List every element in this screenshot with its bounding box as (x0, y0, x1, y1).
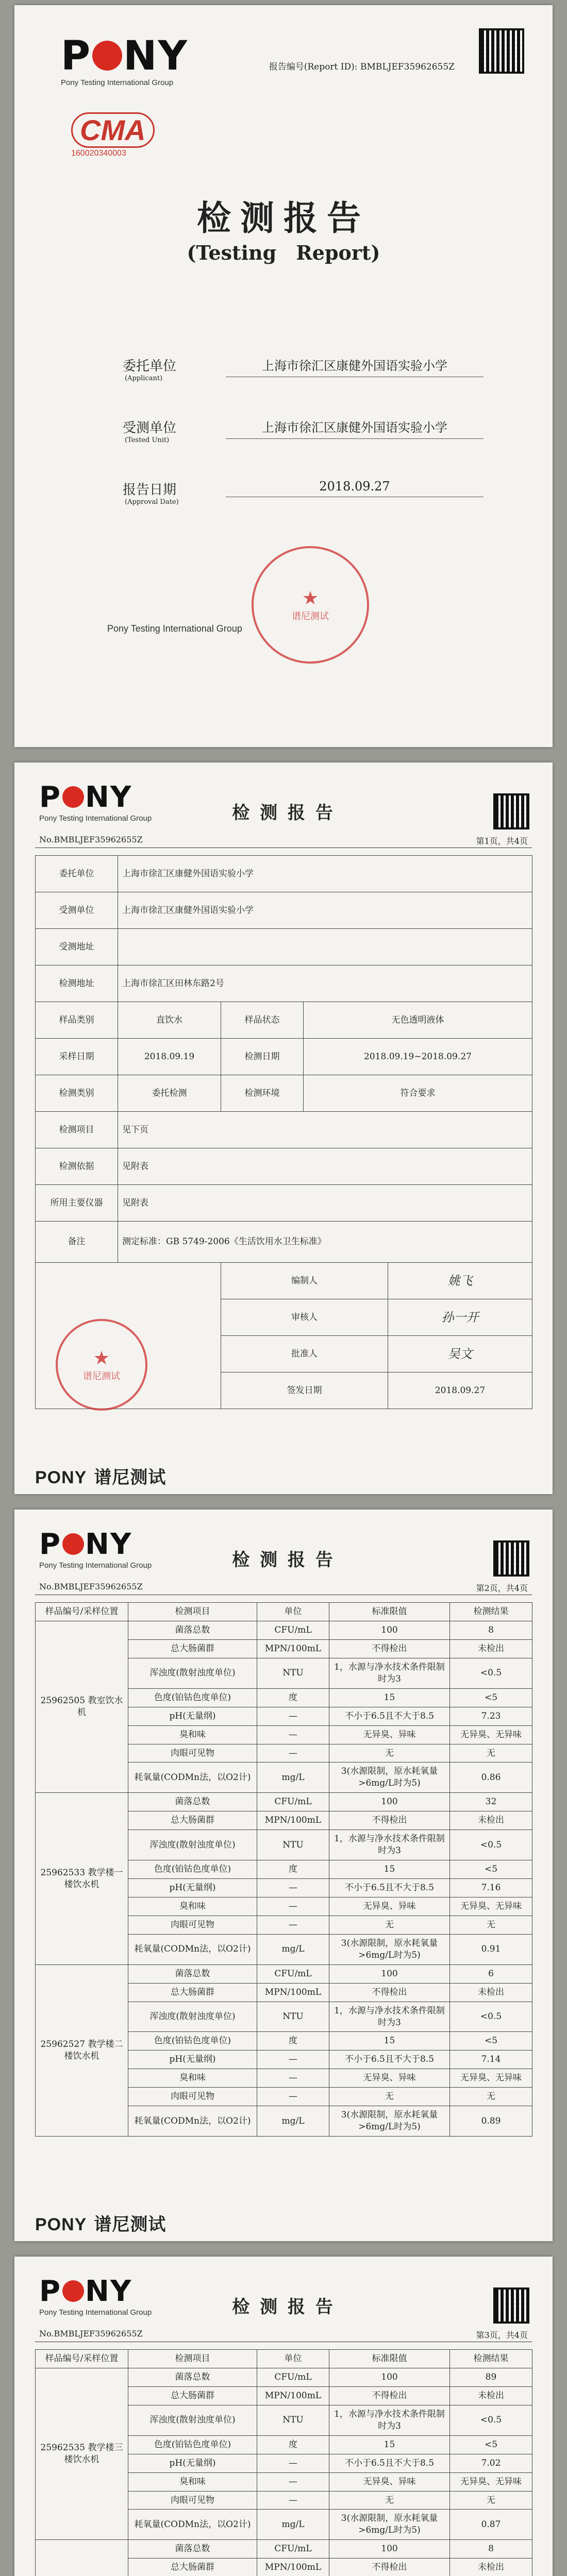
result-cell: 浑浊度(散射浊度单位) (128, 2002, 257, 2032)
result-cell: 度 (257, 1688, 329, 1707)
result-cell: 浑浊度(散射浊度单位) (128, 2405, 257, 2435)
result-cell: 无 (329, 2088, 450, 2106)
result-cell: 度 (257, 2435, 329, 2454)
signature-row: 签发日期 2018.09.27 (36, 1372, 532, 1409)
table-row: 采样日期 2018.09.19 检测日期 2018.09.19~2018.09.27 (36, 1039, 532, 1075)
result-cell: 100 (329, 1793, 450, 1811)
table-row: 受测单位 上海市徐汇区康健外国语实验小学 (36, 892, 532, 929)
result-cell: CFU/mL (257, 1964, 329, 1983)
report-number: No.BMBLJEF35962655Z (39, 1582, 143, 1591)
result-cell: mg/L (257, 1762, 329, 1793)
result-cell: 7.16 (450, 1879, 532, 1897)
result-cell: 未检出 (450, 1983, 532, 2002)
result-cell: 无异臭、无异味 (450, 1897, 532, 1916)
result-cell: MPN/100mL (257, 1983, 329, 2002)
result-cell: 15 (329, 2032, 450, 2050)
result-cell: 32 (450, 1793, 532, 1811)
result-cell: 3(水源限制，原水耗氧量>6mg/L时为5) (329, 1762, 450, 1793)
result-cell: 不得检出 (329, 2386, 450, 2405)
result-cell: 无异臭、无异味 (450, 1725, 532, 1744)
result-cell: 不得检出 (329, 1639, 450, 1658)
table-row: 检测项目 见下页 (36, 1112, 532, 1148)
result-cell: 色度(铂钴色度单位) (128, 1860, 257, 1879)
result-cell: 未检出 (450, 2386, 532, 2405)
qr-code-icon (493, 793, 529, 829)
result-cell: 无异臭、无异味 (450, 2472, 532, 2491)
result-cell: NTU (257, 2002, 329, 2032)
result-cell: 无 (450, 2088, 532, 2106)
result-cell: <0.5 (450, 2405, 532, 2435)
result-cell: 3(水源限制，原水耗氧量>6mg/L时为5) (329, 2510, 450, 2540)
sample-cell: 25962533 教学楼一楼饮水机 (36, 1793, 128, 1964)
result-cell: 色度(铂钴色度单位) (128, 2032, 257, 2050)
result-cell: 未检出 (450, 1639, 532, 1658)
result-cell: — (257, 1707, 329, 1725)
result-cell: 耗氧量(CODMn法，以O2计) (128, 2510, 257, 2540)
result-cell: 100 (329, 1964, 450, 1983)
result-cell: 臭和味 (128, 2069, 257, 2088)
result-cell: 度 (257, 1860, 329, 1879)
result-cell: 菌落总数 (128, 2368, 257, 2386)
result-cell: — (257, 2050, 329, 2069)
report-number: No.BMBLJEF35962655Z (39, 2329, 143, 2338)
table-header-row: 样品编号/采样位置 检测项目 单位 标准限值 检测结果 (36, 2350, 532, 2368)
table-row: 样品类别 直饮水 样品状态 无色透明液体 (36, 1002, 532, 1039)
qr-code-icon (479, 28, 524, 74)
result-cell: 肉眼可见物 (128, 1916, 257, 1934)
result-cell: — (257, 1916, 329, 1934)
result-cell: NTU (257, 2405, 329, 2435)
result-cell: 总大肠菌群 (128, 2558, 257, 2576)
result-cell: <0.5 (450, 1830, 532, 1860)
table-row (36, 2368, 532, 2386)
result-cell: 浑浊度(散射浊度单位) (128, 1830, 257, 1860)
sample-cell (36, 2540, 128, 2576)
pony-logo: P NY Pony Testing International Group (39, 781, 152, 823)
result-cell: NTU (257, 1830, 329, 1860)
result-cell: MPN/100mL (257, 1811, 329, 1830)
result-cell: 1，水源与净水技术条件限制时为3 (329, 1658, 450, 1688)
result-cell: — (257, 2472, 329, 2491)
result-cell: <0.5 (450, 1658, 532, 1688)
page-title: 检 测 报 告 (232, 2297, 335, 2317)
sample-cell: 25962535 教学楼三楼饮水机 (36, 2368, 128, 2539)
page-number: 第1页，共4页 (476, 836, 528, 846)
result-cell: 色度(铂钴色度单位) (128, 1688, 257, 1707)
result-cell: 无异臭、异味 (329, 1725, 450, 1744)
result-cell: 无 (329, 1916, 450, 1934)
result-cell: 肉眼可见物 (128, 1744, 257, 1762)
pony-logo: P NY Pony Testing International Group (61, 33, 188, 87)
result-cell: MPN/100mL (257, 1639, 329, 1658)
result-cell: 不得检出 (329, 1811, 450, 1830)
result-cell: — (257, 2491, 329, 2510)
sample-cell: 25962505 教室饮水机 (36, 1621, 128, 1792)
table-row (36, 2540, 532, 2558)
page-title: 检 测 报 告 (232, 803, 335, 823)
result-cell: 1，水源与净水技术条件限制时为3 (329, 2405, 450, 2435)
result-cell: <5 (450, 1688, 532, 1707)
result-cell: 7.02 (450, 2454, 532, 2472)
result-cell: 15 (329, 1688, 450, 1707)
result-cell: 总大肠菌群 (128, 2386, 257, 2405)
result-cell: 总大肠菌群 (128, 1811, 257, 1830)
report-title-en: (Testing Report) (187, 241, 380, 264)
cover-page: P NY Pony Testing International Group 报告编号(Report ID): BMBLJEF35962655Z CMA 160020340003 检测报告 (Testing Report) 委托单位 (Applicant) 上海市徐汇区康健外国语实验小学 受测单位 (Tested Unit) 上海市徐汇区康健外国语实验小学 报告日期 (Approval Date) 2018.09.27 ★ 谱尼测试 Pony Testing International Group (14, 5, 553, 747)
result-cell: <5 (450, 2435, 532, 2454)
pony-logo: P NY Pony Testing International Group (39, 2275, 152, 2317)
result-cell: 3(水源限制，原水耗氧量>6mg/L时为5) (329, 1934, 450, 1964)
result-cell: — (257, 2088, 329, 2106)
qr-code-icon (493, 1540, 529, 1577)
result-cell: 0.86 (450, 1762, 532, 1793)
result-cell: 菌落总数 (128, 1621, 257, 1639)
result-cell: 肉眼可见物 (128, 2491, 257, 2510)
result-cell: 无异臭、异味 (329, 1897, 450, 1916)
table-row: 检测依据 见附表 (36, 1148, 532, 1185)
footer-brand: PONY 谱尼测试 (35, 1467, 166, 1488)
result-cell: 无异臭、异味 (329, 2472, 450, 2491)
results-page-1 (14, 1510, 553, 2241)
report-id: 报告编号(Report ID): BMBLJEF35962655Z (269, 62, 455, 72)
result-cell: 7.14 (450, 2050, 532, 2069)
results-table (35, 1602, 532, 2137)
result-cell: <5 (450, 1860, 532, 1879)
result-cell: — (257, 1897, 329, 1916)
cover-footer-brand: Pony Testing International Group (107, 623, 242, 634)
result-cell: 3(水源限制，原水耗氧量>6mg/L时为5) (329, 2106, 450, 2137)
result-cell: 浑浊度(散射浊度单位) (128, 1658, 257, 1688)
result-cell: pH(无量纲) (128, 1707, 257, 1725)
results-page-2 (14, 2257, 553, 2576)
sample-cell: 25962527 教学楼二楼饮水机 (36, 1964, 128, 2136)
signature-row: 编制人 姚飞 (36, 1263, 532, 1299)
result-cell: 0.87 (450, 2510, 532, 2540)
result-cell: NTU (257, 1658, 329, 1688)
table-row: 检测地址 上海市徐汇区田林东路2号 (36, 965, 532, 1002)
result-cell: 无异臭、异味 (329, 2069, 450, 2088)
result-cell: 无 (450, 1744, 532, 1762)
result-cell: pH(无量纲) (128, 1879, 257, 1897)
result-cell: 8 (450, 2540, 532, 2558)
table-row: 委托单位 上海市徐汇区康健外国语实验小学 (36, 856, 532, 892)
result-cell: 菌落总数 (128, 2540, 257, 2558)
result-cell: 无 (329, 2491, 450, 2510)
result-cell: 1，水源与净水技术条件限制时为3 (329, 2002, 450, 2032)
cma-mark: CMA 160020340003 (71, 113, 155, 158)
result-cell: 耗氧量(CODMn法，以O2计) (128, 2106, 257, 2137)
table-row: 受测地址 (36, 929, 532, 965)
result-cell: 6 (450, 1964, 532, 1983)
result-cell: — (257, 2454, 329, 2472)
table-row (36, 1964, 532, 1983)
result-cell: 菌落总数 (128, 1964, 257, 1983)
result-cell: 不得检出 (329, 2558, 450, 2576)
result-cell: 度 (257, 2032, 329, 2050)
table-header-row: 样品编号/采样位置 检测项目 单位 标准限值 检测结果 (36, 1603, 532, 1621)
result-cell: CFU/mL (257, 1621, 329, 1639)
table-row (36, 1793, 532, 1811)
result-cell: 不小于6.5且不大于8.5 (329, 2050, 450, 2069)
footer-brand: PONY 谱尼测试 (35, 2214, 166, 2235)
result-cell: 7.23 (450, 1707, 532, 1725)
qr-code-icon (493, 2287, 529, 2324)
result-cell: 不小于6.5且不大于8.5 (329, 2454, 450, 2472)
result-cell: 耗氧量(CODMn法，以O2计) (128, 1762, 257, 1793)
table-row: 检测类别 委托检测 检测环境 符合要求 (36, 1075, 532, 1112)
result-cell: mg/L (257, 1934, 329, 1964)
result-cell: 未检出 (450, 2558, 532, 2576)
result-cell: 总大肠菌群 (128, 1639, 257, 1658)
results-table (35, 2349, 532, 2576)
result-cell: 不得检出 (329, 1983, 450, 2002)
page-title: 检 测 报 告 (232, 1550, 335, 1570)
table-row (36, 1621, 532, 1639)
result-cell: <0.5 (450, 2002, 532, 2032)
result-cell: 100 (329, 1621, 450, 1639)
result-cell: — (257, 1725, 329, 1744)
result-cell: 100 (329, 2368, 450, 2386)
result-cell: 15 (329, 2435, 450, 2454)
result-cell: 100 (329, 2540, 450, 2558)
report-number: No.BMBLJEF35962655Z (39, 835, 143, 844)
result-cell: 未检出 (450, 1811, 532, 1830)
result-cell: CFU/mL (257, 1793, 329, 1811)
result-cell: 1，水源与净水技术条件限制时为3 (329, 1830, 450, 1860)
report-title-cn: 检测报告 (197, 198, 370, 238)
result-cell: 耗氧量(CODMn法，以O2计) (128, 1934, 257, 1964)
result-cell: 15 (329, 1860, 450, 1879)
table-row: 备注 测定标准：GB 5749-2006《生活饮用水卫生标准》 (36, 1222, 532, 1263)
result-cell: 臭和味 (128, 2472, 257, 2491)
company-stamp: ★ 谱尼测试 (252, 546, 369, 664)
table-row: 所用主要仪器 见附表 (36, 1185, 532, 1222)
result-cell: 菌落总数 (128, 1793, 257, 1811)
result-cell: MPN/100mL (257, 2386, 329, 2405)
summary-page (14, 762, 553, 1494)
result-cell: 0.89 (450, 2106, 532, 2137)
page-number: 第2页，共4页 (476, 1583, 528, 1593)
result-cell: 肉眼可见物 (128, 2088, 257, 2106)
result-cell: CFU/mL (257, 2368, 329, 2386)
result-cell: 8 (450, 1621, 532, 1639)
pony-logo: P NY Pony Testing International Group (39, 1528, 152, 1570)
result-cell: — (257, 1879, 329, 1897)
result-cell: 不小于6.5且不大于8.5 (329, 1707, 450, 1725)
result-cell: 89 (450, 2368, 532, 2386)
signature-row: 批准人 吴文 (36, 1336, 532, 1372)
result-cell: pH(无量纲) (128, 2050, 257, 2069)
result-cell: 无 (329, 1744, 450, 1762)
result-cell: — (257, 2069, 329, 2088)
result-cell: 无异臭、无异味 (450, 2069, 532, 2088)
result-cell: CFU/mL (257, 2540, 329, 2558)
result-cell: pH(无量纲) (128, 2454, 257, 2472)
result-cell: <5 (450, 2032, 532, 2050)
result-cell: 0.91 (450, 1934, 532, 1964)
result-cell: — (257, 1744, 329, 1762)
result-cell: 总大肠菌群 (128, 1983, 257, 2002)
company-stamp: ★ 谱尼测试 (56, 1319, 147, 1411)
result-cell: MPN/100mL (257, 2558, 329, 2576)
result-cell: 臭和味 (128, 1897, 257, 1916)
result-cell: 无 (450, 2491, 532, 2510)
result-cell: mg/L (257, 2510, 329, 2540)
result-cell: 色度(铂钴色度单位) (128, 2435, 257, 2454)
result-cell: 无 (450, 1916, 532, 1934)
result-cell: 臭和味 (128, 1725, 257, 1744)
signature-row: 审核人 孙一开 (36, 1299, 532, 1336)
result-cell: 不小于6.5且不大于8.5 (329, 1879, 450, 1897)
result-cell: mg/L (257, 2106, 329, 2137)
page-number: 第3页，共4页 (476, 2330, 528, 2340)
